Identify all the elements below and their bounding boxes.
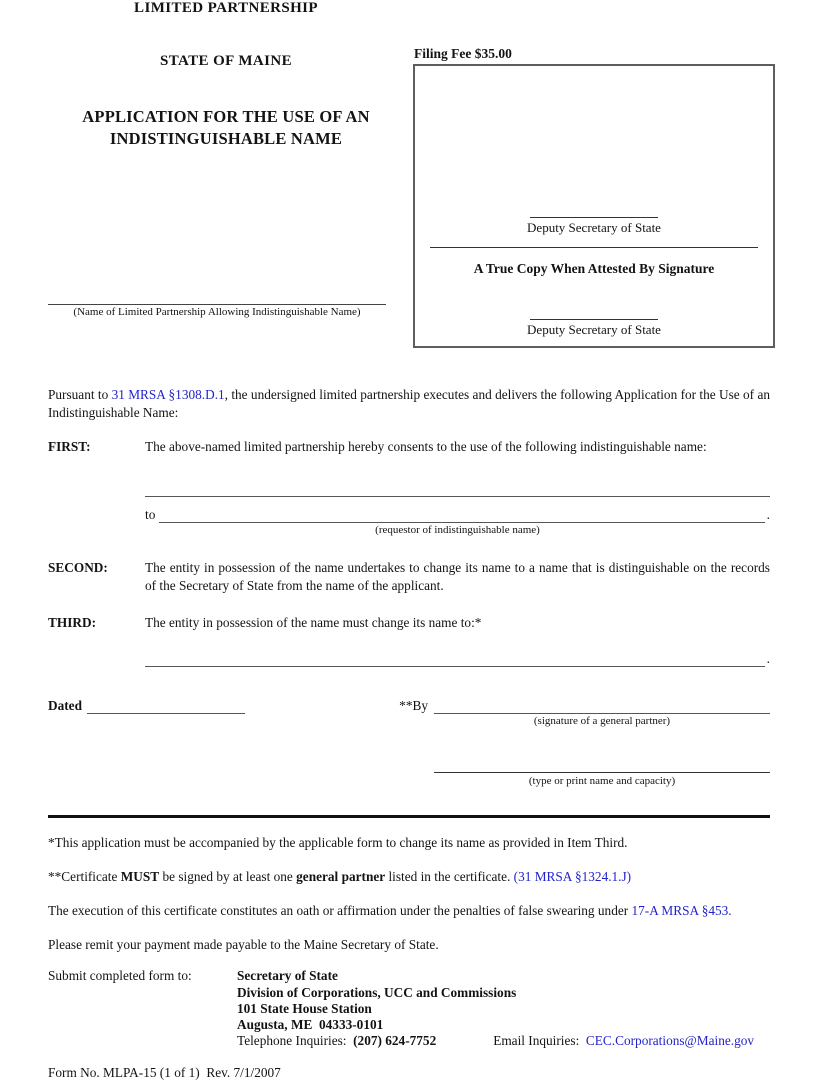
deputy-signature-caption-1: Deputy Secretary of State [527,220,661,235]
telephone-label: Telephone Inquiries: [237,1033,354,1049]
by-label: **By [399,697,428,713]
dated-by-row [48,696,770,714]
intro-text-pre: Pursuant to [48,387,112,402]
header-area [48,0,770,382]
footnote-1: *This application must be accompanied by the applicable form to change its name as provided in Item Third. [48,834,628,850]
footnote-2-p1: **Certificate [48,868,121,884]
deputy-signature-caption-2: Deputy Secretary of State [527,322,661,337]
requestor-caption: (requestor of indistinguishable name) [375,523,540,536]
footnote-2 [48,868,770,886]
email-link[interactable]: CEC.Corporations@Maine.gov [585,1033,755,1049]
deputy-signature-line-1 [530,216,658,218]
footnote-2-must: MUST [120,868,160,884]
dated-label: Dated [48,697,82,713]
print-name-caption: (type or print name and capacity) [528,774,676,787]
item-first-text: The above-named limited partnership hereby consents to the use of the following indistinguishable name: [145,439,707,455]
footnote-3 [48,902,770,920]
new-name-line-period: . [766,650,770,666]
item-second [48,559,770,596]
to-prefix: to [145,506,156,522]
partnership-name-caption: (Name of Limited Partnership Allowing Indistinguishable Name) [73,306,361,318]
new-name-fill-line [145,650,765,667]
form-title-line1: APPLICATION FOR THE USE OF AN [82,107,370,126]
contact-line [237,1033,770,1049]
intro-paragraph [48,386,774,421]
footnote-2-p2: be signed by at least one [159,868,297,884]
new-name-row [145,649,770,667]
footnote-4: Please remit your payment made payable to the Maine Secretary of State. [48,936,439,952]
true-copy-text: A True Copy When Attested By Signature [473,261,715,276]
submit-address [237,968,770,1049]
footnote-3-p1: The execution of this certificate constitutes an oath or affirmation under the penalties of false swearing under [48,902,632,918]
indistinguishable-name-fill-line [145,480,770,497]
telephone-number: (207) 624-7752 [353,1033,437,1049]
attestation-divider-line [430,247,758,248]
partnership-name-block [48,283,386,318]
attestation-box [413,64,775,348]
statute-link-1324[interactable]: (31 MRSA §1324.1.J) [513,868,632,884]
signature-caption: (signature of a general partner) [533,714,671,727]
item-third-text: The entity in possession of the name must change its name to:* [145,615,482,631]
address-line-4: Augusta, ME 04333-0101 [237,1017,384,1033]
header-right [413,46,775,348]
partnership-name-fill-line [48,283,386,305]
state-heading: STATE OF MAINE [159,53,292,69]
address-line-1: Secretary of State [237,968,338,984]
item-third-label: THIRD: [48,615,97,631]
item-second-text: The entity in possession of the name undertakes to change its name to a name that is distinguishable on the records of the Secretary of State from the name of the applicant. [145,559,770,594]
email-label: Email Inquiries: [493,1033,586,1049]
footnote-2-general-partner: general partner [296,868,386,884]
header-titles [48,0,404,150]
submit-label: Submit completed form to: [48,968,192,984]
form-number-footer: Form No. MLPA-15 (1 of 1) Rev. 7/1/2007 [48,1064,281,1080]
entity-type-heading: LIMITED PARTNERSHIP [134,0,318,16]
filing-fee-label: Filing Fee $35.00 [414,46,512,61]
form-body [48,386,774,1081]
requestor-row [145,505,770,523]
print-name-fill-line [434,756,770,773]
section-divider-rule [48,815,770,818]
requestor-fill-line [159,506,764,523]
form-title-line2: INDISTINGUISHABLE NAME [109,128,343,148]
item-second-label: SECOND: [48,559,108,575]
address-line-3: 101 State House Station [237,1000,372,1016]
item-first-label: FIRST: [48,439,91,455]
item-first [48,438,770,456]
deputy-signature-line-2 [530,318,658,320]
form-title [48,106,404,150]
statute-link-453[interactable]: 17-A MRSA §453. [631,902,732,918]
dated-fill-line [87,697,245,714]
statute-link-1308[interactable]: 31 MRSA §1308.D.1 [111,387,225,402]
intro-text-post: , the undersigned limited partnership executes and delivers the following Application for the Use of an Indistinguishable Name: [48,387,774,420]
footnote-2-p3: listed in the certificate. [385,868,514,884]
requestor-line-period: . [766,506,770,522]
item-third [48,614,770,632]
address-line-2: Division of Corporations, UCC and Commissions [237,984,517,1000]
submit-block [48,968,770,1049]
signature-fill-line [434,697,770,714]
